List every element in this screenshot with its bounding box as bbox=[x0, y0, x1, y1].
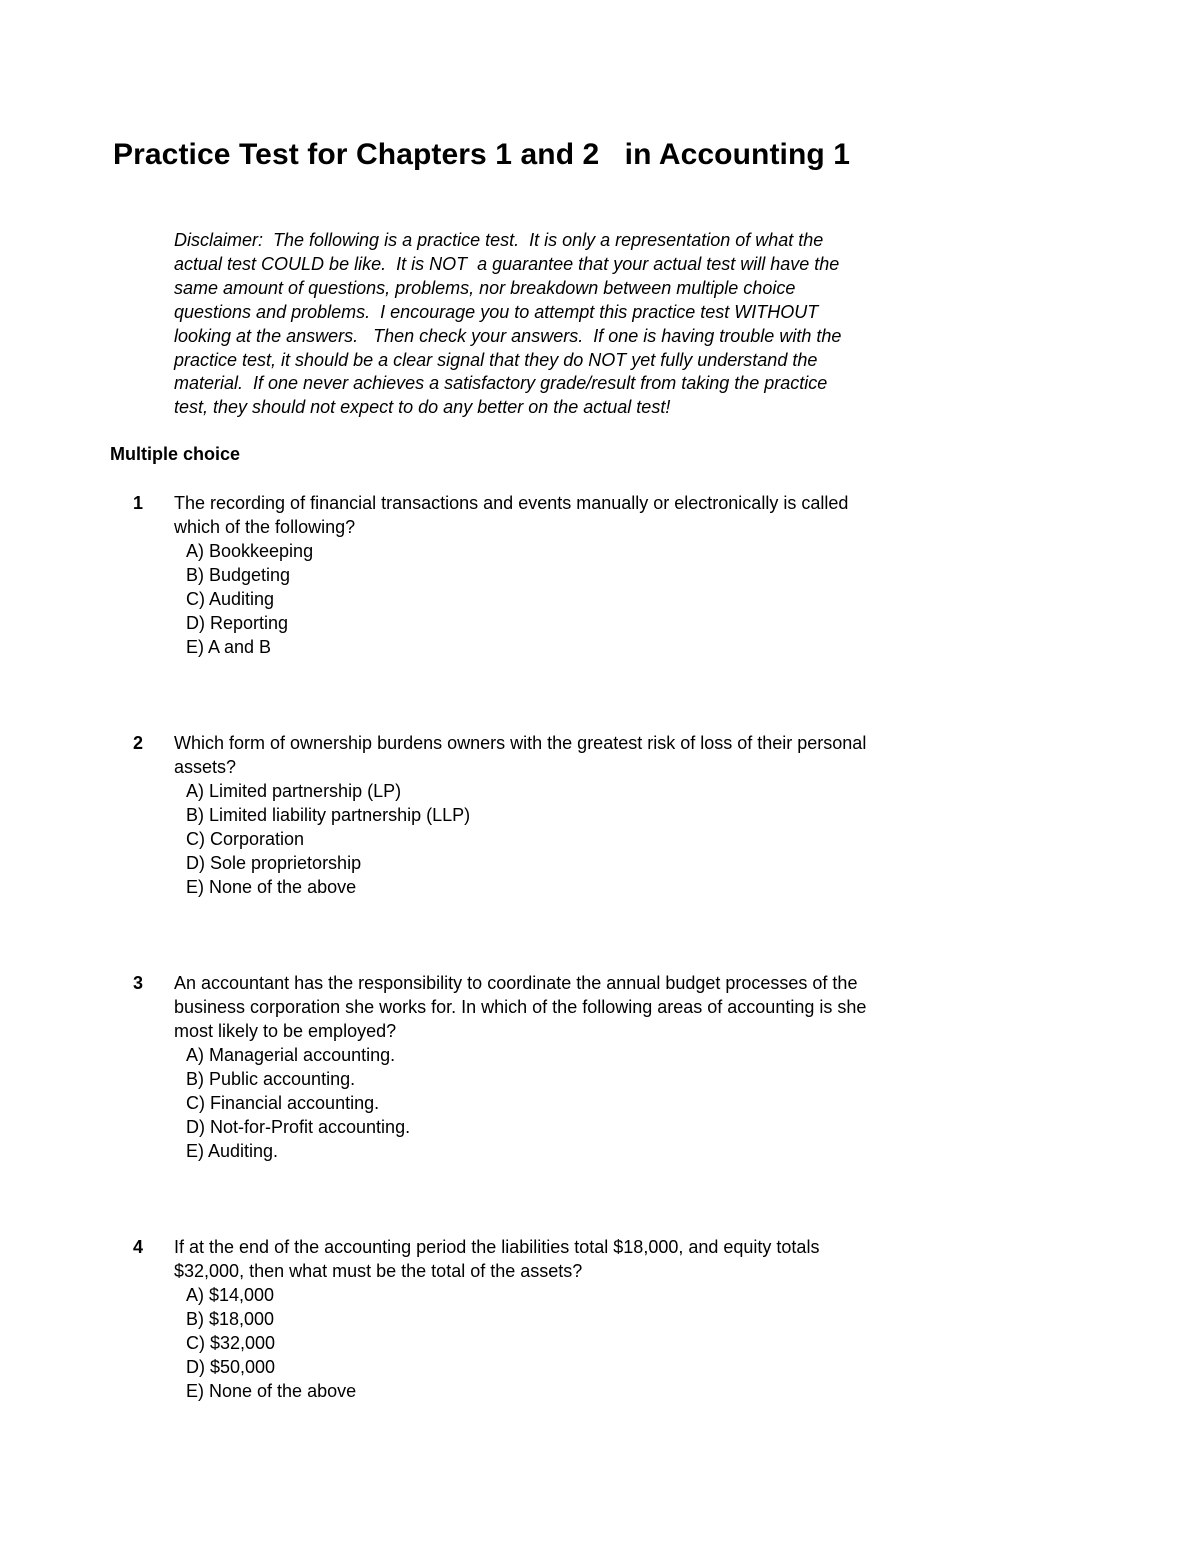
question-number: 2 bbox=[133, 733, 144, 753]
disclaimer-line: test, they should not expect to do any better on the actual test! bbox=[174, 397, 671, 418]
answer-choice-b: B) Budgeting bbox=[186, 565, 291, 585]
answer-choice-e: E) None of the above bbox=[186, 877, 357, 897]
question-text: assets? bbox=[174, 757, 237, 777]
answer-choice-d: D) Sole proprietorship bbox=[186, 853, 362, 873]
answer-choice-c: C) Auditing bbox=[186, 589, 275, 609]
question-text: If at the end of the accounting period the liabilities total $18,000, and equity totals bbox=[174, 1237, 820, 1257]
question-body bbox=[174, 731, 954, 899]
disclaimer-line: practice test, it should be a clear signal that they do NOT yet fully understand the bbox=[174, 349, 818, 370]
question-body bbox=[174, 491, 954, 659]
answer-choice-b: B) Limited liability partnership (LLP) bbox=[186, 805, 471, 825]
question-text: business corporation she works for. In which of the following areas of accounting is she bbox=[174, 997, 867, 1017]
disclaimer-line: looking at the answers. Then check your answers. If one is having trouble with the bbox=[174, 325, 842, 346]
answer-choice-e: E) None of the above bbox=[186, 1381, 357, 1401]
disclaimer-line: material. If one never achieves a satisfactory grade/result from taking the practice bbox=[174, 373, 828, 394]
question-number: 3 bbox=[133, 973, 144, 993]
question-text: which of the following? bbox=[174, 517, 356, 537]
disclaimer-line: Disclaimer: The following is a practice test. It is only a representation of what the bbox=[174, 230, 824, 250]
answer-choice-c: C) $32,000 bbox=[186, 1333, 276, 1353]
answer-choice-e: E) A and B bbox=[186, 637, 272, 657]
answer-choice-a: A) Managerial accounting. bbox=[186, 1045, 396, 1065]
disclaimer-line: actual test COULD be like. It is NOT a guarantee that your actual test will have the bbox=[174, 253, 840, 274]
page-title: Practice Test for Chapters 1 and 2 in Accounting 1 bbox=[113, 138, 851, 171]
question-text: $32,000, then what must be the total of the assets? bbox=[174, 1261, 583, 1281]
answer-choice-a: A) $14,000 bbox=[186, 1285, 275, 1305]
question-body bbox=[174, 971, 954, 1163]
answer-choice-c: C) Corporation bbox=[186, 829, 305, 849]
answer-choice-a: A) Bookkeeping bbox=[186, 541, 314, 561]
answer-choice-d: D) Not-for-Profit accounting. bbox=[186, 1117, 411, 1137]
question-text: An accountant has the responsibility to coordinate the annual budget processes of the bbox=[174, 973, 858, 993]
question-text: most likely to be employed? bbox=[174, 1021, 397, 1041]
answer-choice-d: D) Reporting bbox=[186, 613, 289, 633]
question-number: 4 bbox=[133, 1237, 144, 1257]
question-text: Which form of ownership burdens owners with the greatest risk of loss of their personal bbox=[174, 733, 867, 753]
question-number: 1 bbox=[133, 493, 144, 513]
disclaimer-line: questions and problems. I encourage you to attempt this practice test WITHOUT bbox=[174, 301, 819, 322]
answer-choice-c: C) Financial accounting. bbox=[186, 1093, 380, 1113]
question-text: The recording of financial transactions and events manually or electronically is called bbox=[174, 493, 849, 513]
answer-choice-b: B) Public accounting. bbox=[186, 1069, 356, 1089]
disclaimer bbox=[174, 229, 914, 420]
disclaimer-line: same amount of questions, problems, nor breakdown between multiple choice bbox=[174, 277, 796, 298]
answer-choice-a: A) Limited partnership (LP) bbox=[186, 781, 402, 801]
answer-choice-b: B) $18,000 bbox=[186, 1309, 275, 1329]
answer-choice-d: D) $50,000 bbox=[186, 1357, 276, 1377]
section-heading: Multiple choice bbox=[110, 444, 241, 464]
question-body bbox=[174, 1235, 954, 1403]
answer-choice-e: E) Auditing. bbox=[186, 1141, 279, 1161]
